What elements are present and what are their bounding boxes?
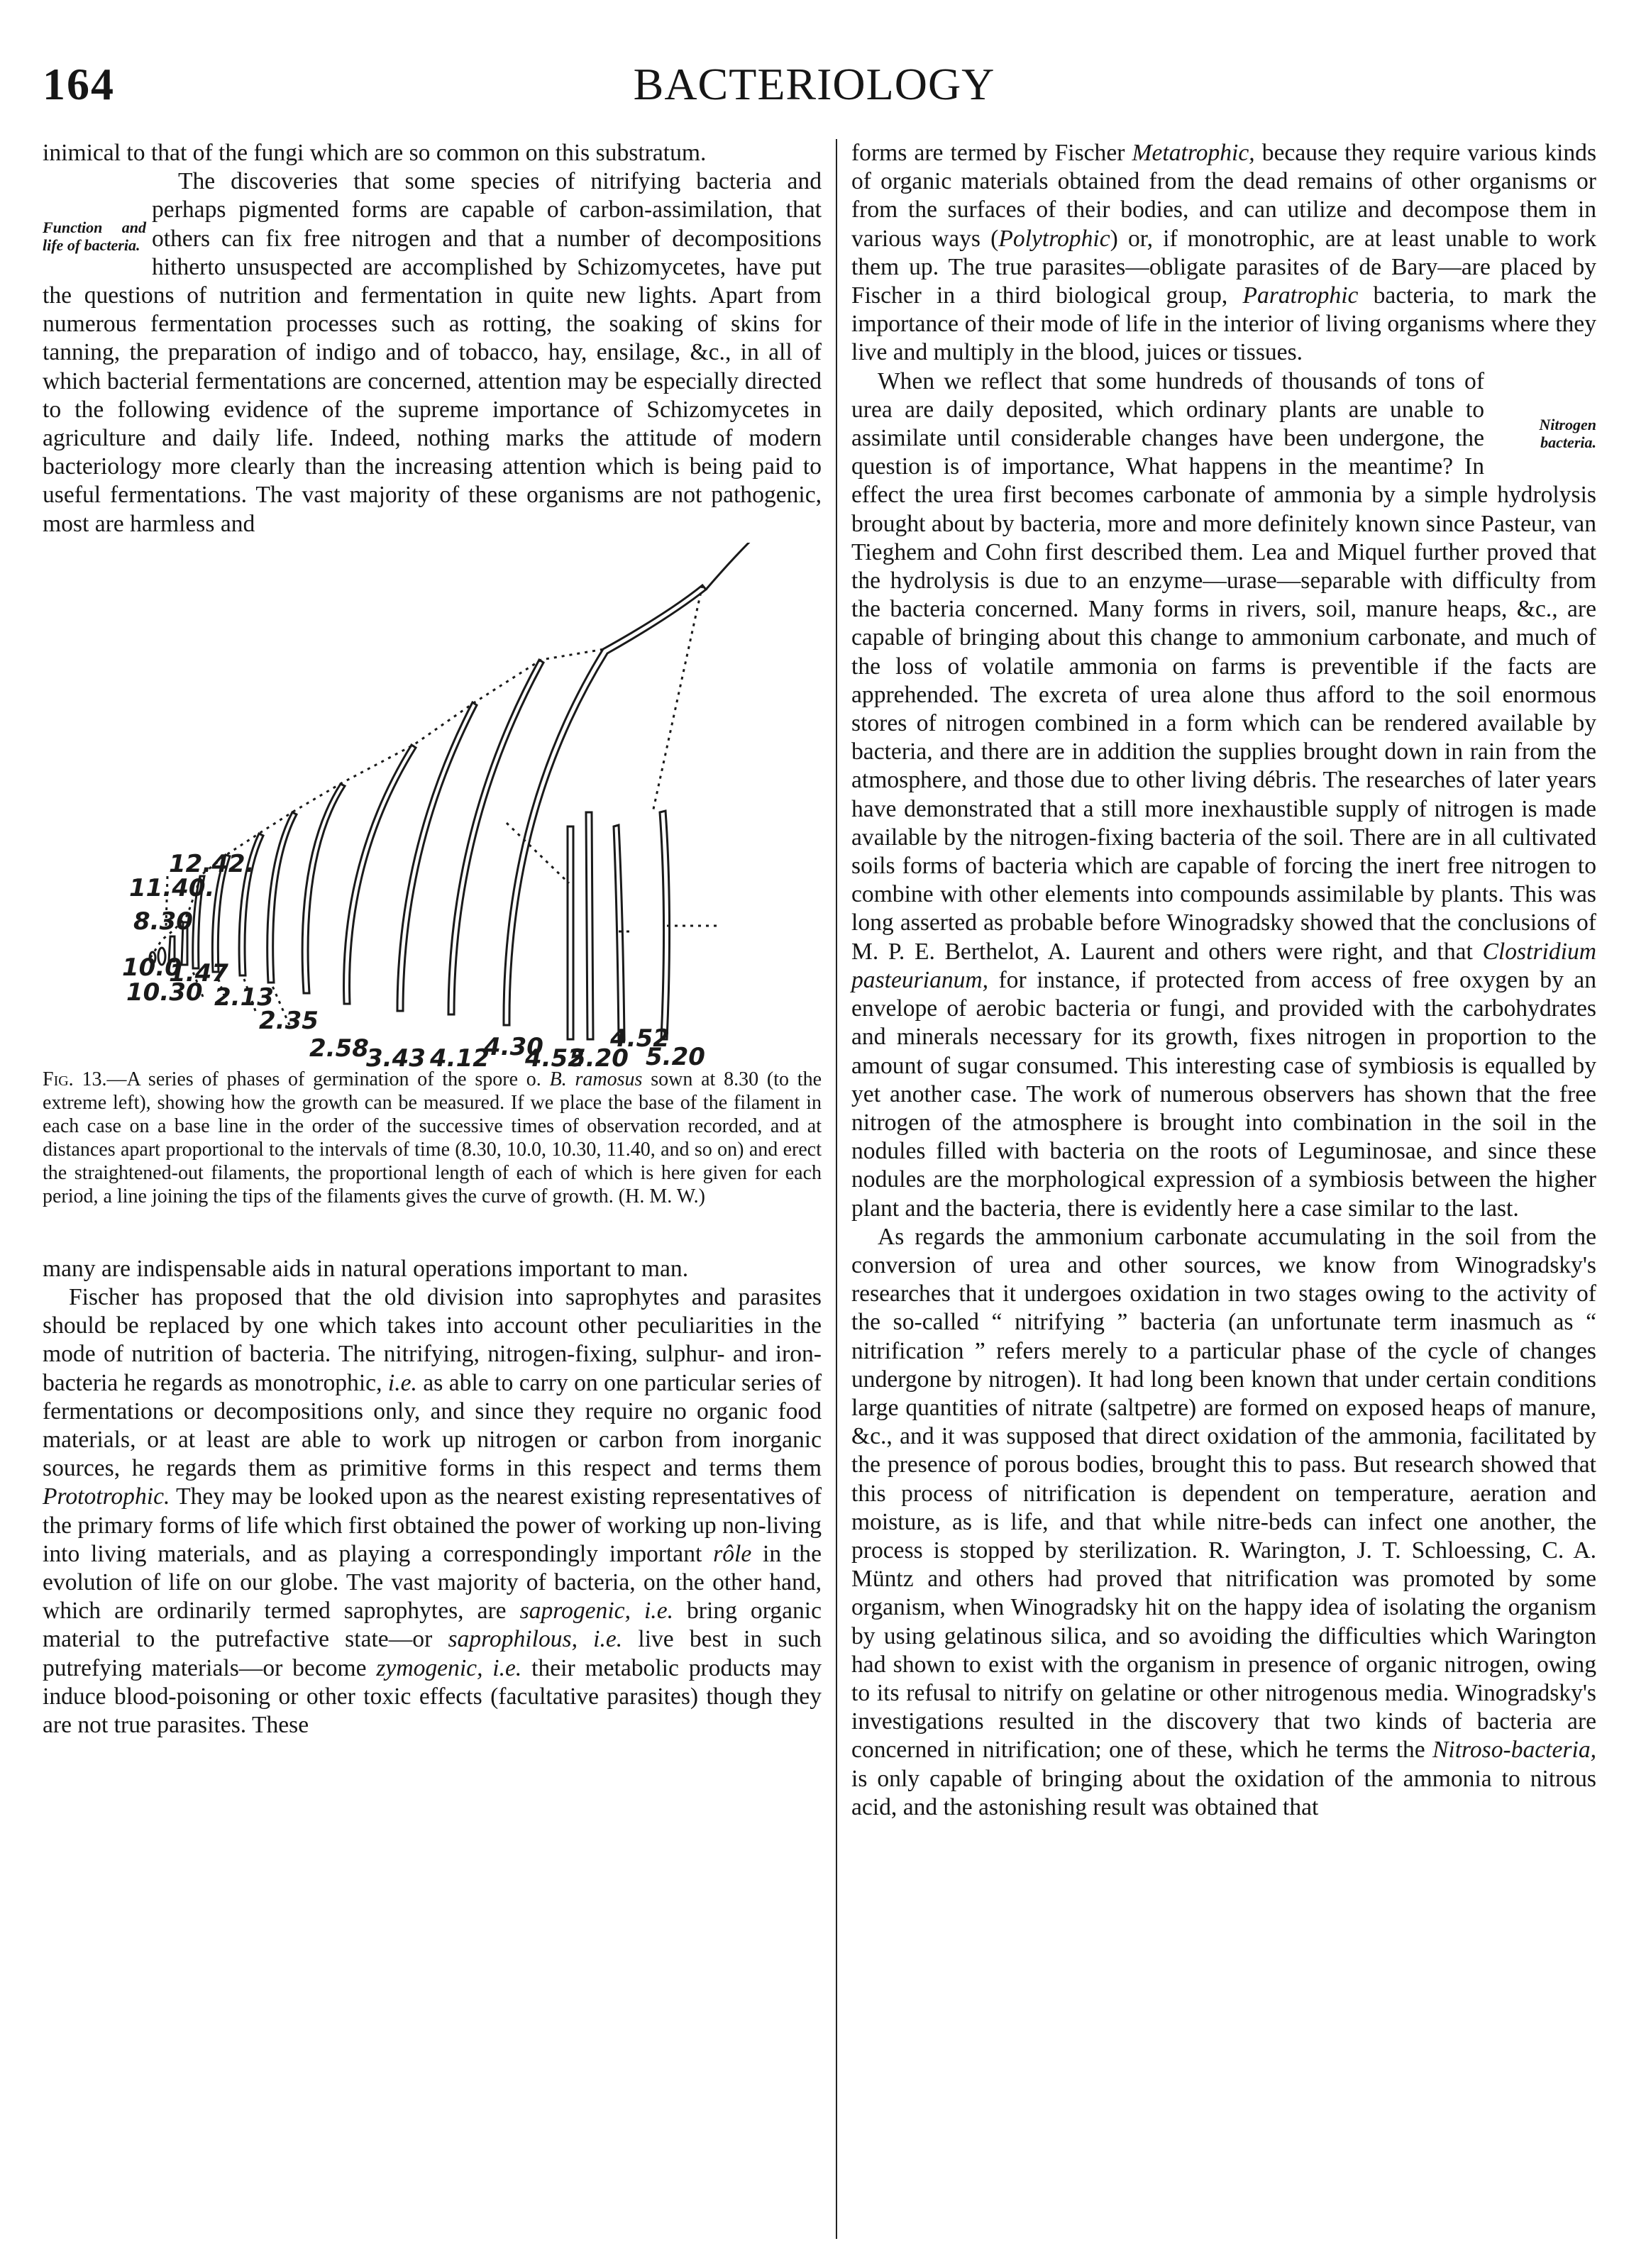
growth-curve: [150, 585, 717, 1025]
margin-note-function: Function and life of bacteria.: [43, 218, 146, 255]
filament: [586, 812, 593, 1039]
filament: [448, 660, 543, 1014]
time-label: 2.35: [259, 1006, 319, 1035]
page-number: 164: [43, 59, 115, 109]
paragraph: [43, 167, 822, 538]
time-label: 5.20: [646, 1042, 705, 1068]
time-label: 1.47: [169, 958, 228, 988]
running-title: BACTERIOLOGY: [633, 59, 995, 109]
filament: [267, 812, 297, 983]
time-label: 3.43: [366, 1044, 426, 1068]
filament: [302, 784, 345, 993]
time-label: 4.52: [610, 1024, 670, 1053]
figure-number: Fig. 13.: [43, 1068, 107, 1090]
paragraph-text: The discoveries that some species of nitrifying bacteria and perhaps pigmented forms are capable of carbon-assimilation, that others can fix free nitrogen and that a number of decompositions hitherto unsuspected are accomplished by Schizomycetes, have put the questions of nutrition and fermentation in quite new lights. Apart from numerous fermentation processes such as rotting, the soaking of skins for tanning, the preparation of indigo and of tobacco, hay, ensilage, &c., in all of which bacterial fermentations are concerned, attention may be especially directed to the following evidence of the supreme importance of Schizomycetes in agriculture and daily life. Indeed, nothing marks the attitude of modern bacteriology more clearly than the increasing attention which is being paid to useful fermentations. The vast majority of these organisms are not pathogenic, most are harmless and: [43, 168, 822, 537]
figure-13: [43, 543, 822, 1252]
margin-note-nitrogen: Nitrogen bacteria.: [1539, 415, 1596, 451]
time-label: 10.30: [126, 978, 203, 1007]
left-column: [43, 139, 822, 1739]
filament: [568, 826, 573, 1039]
spore-stages: [150, 543, 795, 1039]
time-label: 5.20: [569, 1044, 629, 1068]
right-column: [851, 139, 1596, 1822]
figure-caption: Fig. 13.—A series of phases of germination of the spore o. B. ramosus sown at 8.30 (to the extreme left), showing how the growth can be measured. If we place the base of the filament in each case on a base line in the order of the successive times of observation recorded, and at distances apart proportional to the intervals of time (8.30, 10.0, 10.30, 11.40, and so on) and erect the straightened-out filaments, the proportional length of each of which is here given for each period, a line joining the tips of the filaments gives the curve of growth. (H. M. W.): [43, 1068, 822, 1207]
paragraph: Nitrogen bacteria. When we reflect that some hundreds of thousands of tons of urea are daily deposited, which ordinary plants are unable to assimilate until considerable changes have been undergone, the question is of importance, What happens in the meantime? In effect the urea first becomes carbonate of ammonia by a simple hydrolysis brought about by bacteria, more and more definitely known since Pasteur, van Tieghem and Cohn first described them. Lea and Miquel further proved that the hydrolysis is due to an enzyme—urase—separable with difficulty from the bacteria concerned. Many forms in rivers, soil, manure heaps, &c., are capable of bringing about this change to ammonium carbonate, and much of the loss of volatile ammonia on farms is preventible if the facts are apprehended. The excreta of urea alone thus afford to the soil enormous stores of nitrogen combined in a form which can be rendered available by bacteria, and there are in addition the supplies brought down in rain from the atmosphere, and those due to other living débris. The researches of later years have demonstrated that a still more inexhaustible supply of nitrogen is made available by the nitrogen-fixing bacteria of the soil. There are in all cultivated soils forms of bacteria which are capable of forcing the inert free nitrogen to combine with other elements into compounds assimilable by plants. This was long asserted as probable before Winogradsky showed that the conclusions of M. P. E. Berthelot, A. Laurent and others were right, and that Clostridium pasteurianum, for instance, if protected from access of free oxygen by an envelope of aerobic bacteria or fungi, and provided with the carbohydrates and minerals necessary for its growth, fixes nitrogen in proportion to the amount of sugar consumed. This interesting case of symbiosis is equalled by yet another case. The work of numerous observers has shown that the free nitrogen of the atmosphere is brought into combination in the soil in the nodules filled with bacteria on the roots of Leguminosae, and since these nodules are the morphological expression of a symbiosis between the higher plant and the bacteria, there is evidently here a case similar to the last.: [851, 367, 1596, 1222]
column-rule: [836, 139, 837, 2239]
paragraph: Fischer has proposed that the old division into saprophytes and parasites should be replaced by one which takes into account other peculiarities in the mode of nutrition of bacteria. The nitrifying, nitrogen-fixing, sulphur- and iron-bacteria he regards as monotrophic, i.e. as able to carry on one particular series of fermentations or decompositions only, and since they require no organic food materials, or at least are able to work up nitrogen or carbon from inorganic sources, he regards them as primitive forms in this respect and terms them Prototrophic. They may be looked upon as the nearest existing representatives of the primary forms of life which first obtained the power of working up non-living into living materials, and as playing a correspondingly important rôle in the evolution of life on our globe. The vast majority of bacteria, on the other hand, which are ordinarily termed saprophytes, are saprogenic, i.e. bring organic material to the putrefactive state—or saprophilous, i.e. live best in such putrefying materials—or become zymogenic, i.e. their metabolic products may induce blood-poisoning or other toxic effects (facultative parasites) though they are not true parasites. These: [43, 1284, 822, 1739]
page-header: [43, 58, 1586, 122]
time-label: 4.52: [525, 1044, 585, 1068]
time-label: 2.13: [214, 983, 274, 1012]
filament: [504, 585, 706, 1025]
time-label: 10.0: [122, 953, 182, 982]
filament: [706, 543, 795, 590]
paragraph: forms are termed by Fischer Metatrophic, because they require various kinds of organic materials obtained from the dead remains of other organisms or from the surfaces of their bodies, and can utilize and decompose them in various ways (Polytrophic) or, if monotrophic, are at least unable to work them up. The true parasites—obligate parasites of de Bary—are placed by Fischer in a third biological group, Paratrophic bacteria, to mark the importance of their mode of life in the interior of living organisms where they live and multiply in the blood, juices or tissues.: [851, 140, 1597, 366]
paragraph: many are indispensable aids in natural operations important to man.: [43, 1255, 689, 1282]
time-label: 2.58: [309, 1034, 369, 1063]
time-label: 11.40.: [129, 873, 215, 902]
paragraph: As regards the ammonium carbonate accumulating in the soil from the conversion of urea and other sources, we know from Winogradsky's researches that it undergoes oxidation in two stages owing to the activity of the so-called “ nitrifying ” bacteria (an unfortunate term inasmuch as “ nitrification ” refers merely to a particular phase of the cycle of changes undergone by nitrogen). It had long been known that under certain conditions large quantities of nitrate (saltpetre) are formed on exposed heaps of manure, &c., and it was supposed that direct oxidation of the ammonia, facilitated by the presence of porous bodies, brought this to pass. But research showed that this process of nitrification is dependent on temperature, aeration and moisture, as is life, and that while nitre-beds can infect one another, the process is stopped by sterilization. R. Warington, J. T. Schloessing, C. A. Müntz and others had proved that nitrification was promoted by some organism, when Winogradsky hit on the happy idea of isolating the organism by using gelatinous silica, and so avoiding the difficulties which Warington had shown to exist with the organism in presence of organic nitrogen, owing to its refusal to nitrify on gelatine or other nitrogenous media. Winogradsky's investigations resulted in the discovery that two kinds of bacteria are concerned in nitrification; one of these, which he terms the Nitroso-bacteria, is only capable of bringing about the oxidation of the ammonia to nitrous acid, and the astonishing result was obtained that: [851, 1223, 1596, 1820]
time-label: 4.12: [430, 1044, 490, 1068]
time-label: 12.42.: [169, 849, 255, 878]
time-label: 4.30: [484, 1032, 543, 1061]
germination-diagram: [43, 543, 822, 1068]
time-label: 8.30: [133, 907, 193, 936]
paragraph: inimical to that of the fungi which are so common on this substratum.: [43, 140, 707, 166]
